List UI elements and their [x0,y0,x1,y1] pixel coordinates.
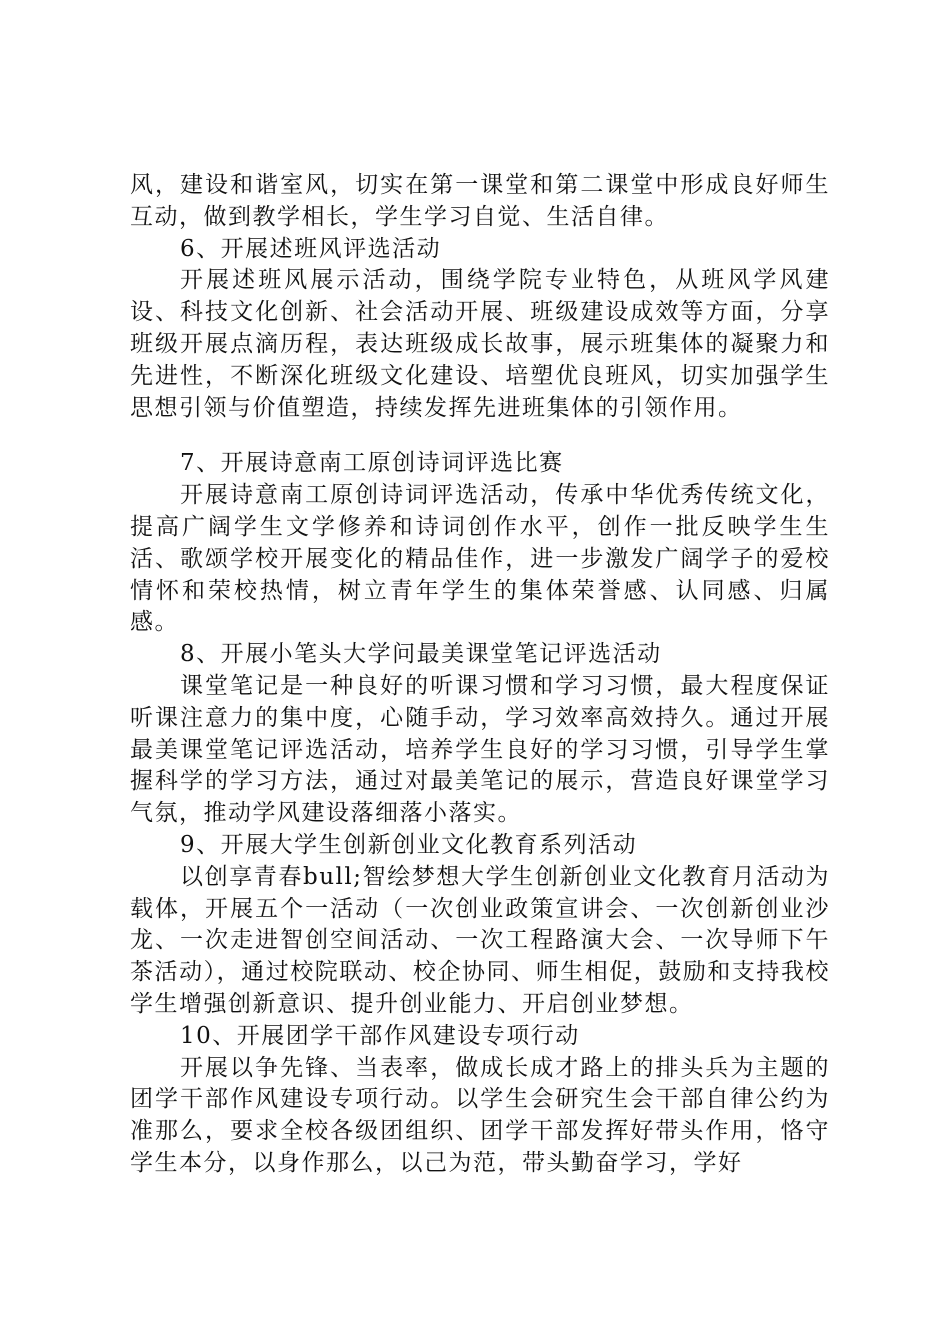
heading-item-6: 6、开展述班风评选活动 [180,235,442,262]
paragraph-item-7: 开展诗意南工原创诗词评选活动，传承中华优秀传统文化，提高广阔学生文学修养和诗词创作水平，创作一批反映学生生活、歌颂学校开展变化的精品佳作，进一步激发广阔学子的爱校情怀和荣校热情，树立青年学生的集体荣誉感、认同感、归属感。 [130,482,830,636]
heading-item-9: 9、开展大学生创新创业文化教育系列活动 [180,831,638,858]
paragraph-spacer [130,424,830,448]
paragraph-item-9: 以创享青春bull;智绘梦想大学生创新创业文化教育月活动为载体，开展五个一活动（一次创业政策宣讲会、一次创新创业沙龙、一次走进智创空间活动、一次工程路演大会、一次导师下午茶活动），通过校院联动、校企协同、师生相促，鼓励和支持我校学生增强创新意识、提升创业能力、开启创业梦想。 [130,863,830,1017]
heading-item-8: 8、开展小笔头大学问最美课堂笔记评选活动 [180,641,662,668]
paragraph-item-8: 课堂笔记是一种良好的听课习惯和学习习惯，最大程度保证听课注意力的集中度，心随手动，学习效率高效持久。通过开展最美课堂笔记评选活动，培养学生良好的学习习惯，引导学生掌握科学的学习方法，通过对最美笔记的展示，营造良好课堂学习气氛，推动学风建设落细落小落实。 [130,672,830,827]
paragraph-item-6: 开展述班风展示活动，围绕学院专业特色，从班风学风建设、科技文化创新、社会活动开展、班级建设成效等方面，分享班级开展点滴历程，表达班级成长故事，展示班集体的凝聚力和先进性，不断深化班级文化建设、培塑优良班风，切实加强学生思想引领与价值塑造，持续发挥先进班集体的引领作用。 [130,267,830,421]
heading-item-7: 7、开展诗意南工原创诗词评选比赛 [180,450,564,477]
paragraph-continued: 风，建设和谐室风，切实在第一课堂和第二课堂中形成良好师生互动，做到教学相长，学生学习自觉、生活自律。 [130,172,830,230]
paragraph-item-10: 开展以争先锋、当表率，做成长成才路上的排头兵为主题的团学干部作风建设专项行动。以学生会研究生会干部自律公约为准那么，要求全校各级团组织、团学干部发挥好带头作用，恪守学生本分，以身作那么，以己为范，带头勤奋学习，学好 [130,1054,830,1176]
heading-item-10: 10、开展团学干部作风建设专项行动 [180,1022,580,1049]
document-page [130,170,830,1180]
